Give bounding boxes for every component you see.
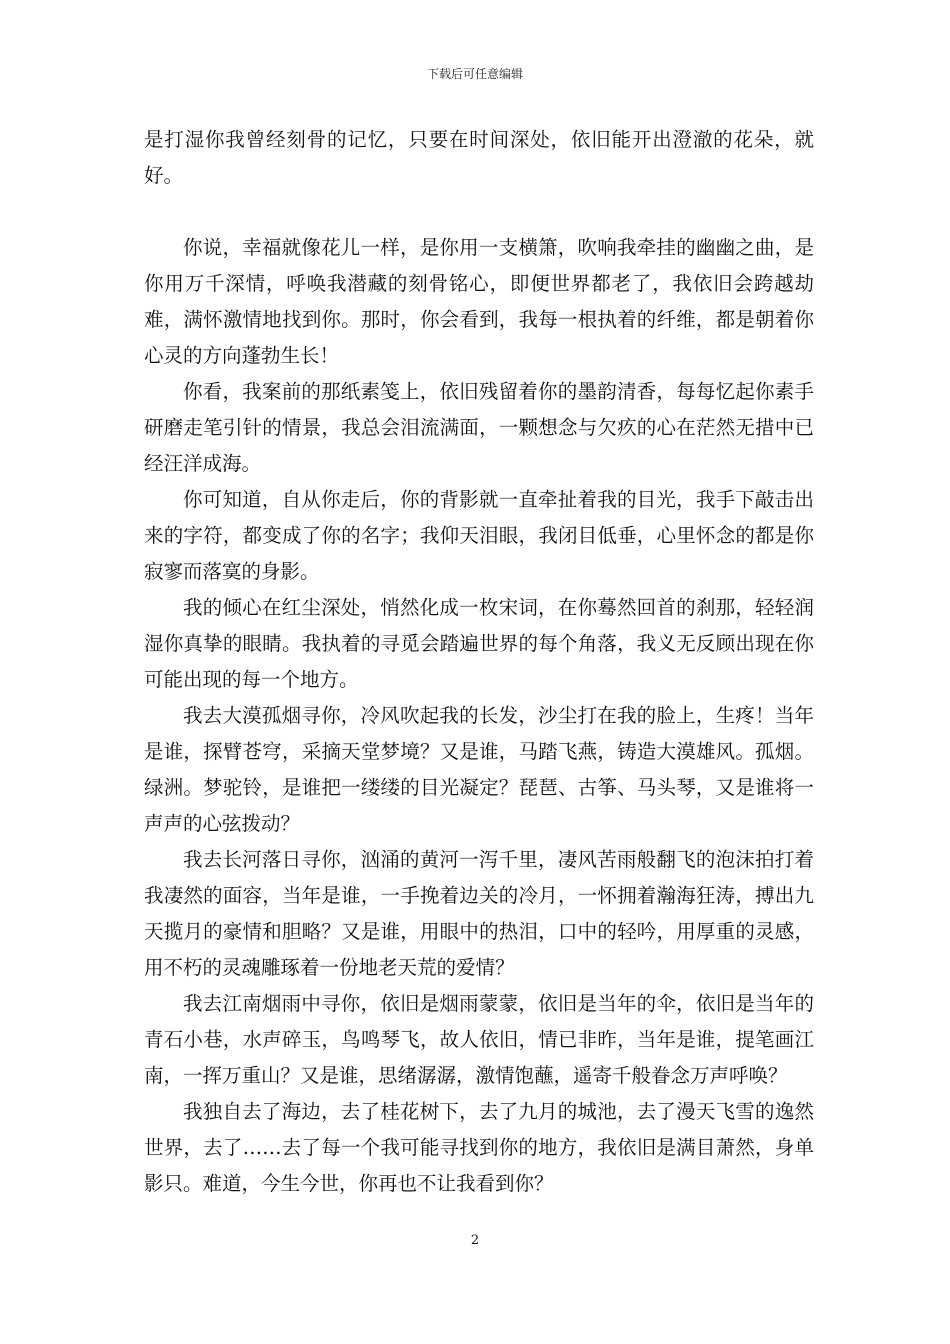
page-header-note: 下载后可任意编辑 <box>426 67 523 81</box>
paragraph: 我独自去了海边，去了桂花树下，去了九月的城池，去了漫天飞雪的逸然世界，去了……去了每一个我可能寻找到你的地方，我依旧是满目萧然，身单影只。难道，今生今世，你再也不让我看到你？ <box>144 1100 814 1195</box>
page-number: 2 <box>470 1233 480 1248</box>
document-body <box>144 122 814 1202</box>
paragraph: 你说，幸福就像花儿一样，是你用一支横箫，吹响我牵挂的幽幽之曲，是你用万千深情，呼唤我潜藏的刻骨铭心，即便世界都老了，我依旧会跨越劫难，满怀激情地找到你。那时，你会看到，我每一根执着的纤维，都是朝着你心灵的方向蓬勃生长！ <box>144 236 814 367</box>
paragraph: 你可知道，自从你走后，你的背影就一直牵扯着我的目光，我手下敲击出来的字符，都变成了你的名字；我仰天泪眼，我闭目低垂，心里怀念的都是你寂寥而落寞的身影。 <box>144 488 814 583</box>
paragraph: 我去长河落日寻你，汹涌的黄河一泻千里，凄风苦雨般翻飞的泡沫拍打着我凄然的面容，当年是谁，一手挽着边关的冷月，一怀拥着瀚海狂涛，搏出九天揽月的豪情和胆略？又是谁，用眼中的热泪，口中的轻吟，用厚重的灵感，用不朽的灵魂雕琢着一份地老天荒的爱情？ <box>144 848 814 979</box>
paragraph: 你看，我案前的那纸素笺上，依旧残留着你的墨韵清香，每每忆起你素手研磨走笔引针的情景，我总会泪流满面，一颗想念与欠疚的心在茫然无措中已经汪洋成海。 <box>144 380 814 475</box>
paragraph: 我的倾心在红尘深处，悄然化成一枚宋词，在你蓦然回首的刹那，轻轻润湿你真挚的眼睛。我执着的寻觅会踏遍世界的每个角落，我义无反顾出现在你可能出现的每一个地方。 <box>144 596 814 691</box>
paragraph: 我去江南烟雨中寻你，依旧是烟雨蒙蒙，依旧是当年的伞，依旧是当年的青石小巷，水声碎玉，鸟鸣琴飞，故人依旧，情已非昨，当年是谁，提笔画江南，一挥万重山？又是谁，思绪潺潺，激情饱蘸，遥寄千般眷念万声呼唤？ <box>144 992 814 1087</box>
paragraph-continued: 是打湿你我曾经刻骨的记忆，只要在时间深处，依旧能开出澄澈的花朵，就好。 <box>144 128 814 187</box>
paragraph: 我去大漠孤烟寻你，冷风吹起我的长发，沙尘打在我的脸上，生疼！当年是谁，探臂苍穹，采摘天堂梦境？又是谁，马踏飞燕，铸造大漠雄风。孤烟。绿洲。梦驼铃，是谁把一缕缕的目光凝定？琵琶、古筝、马头琴，又是谁将一声声的心弦拨动？ <box>144 704 814 835</box>
